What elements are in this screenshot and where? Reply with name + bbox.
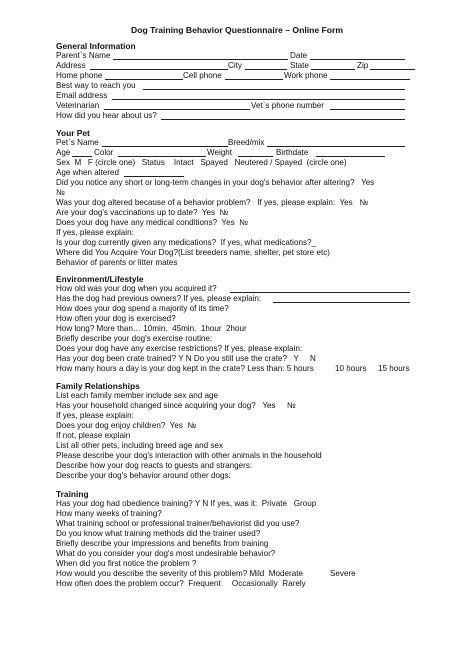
address-label: Address [56,61,86,70]
old-question: How old was your dog when you acquired it? [56,284,217,293]
email-label: Email address [56,91,108,100]
birthdate-field[interactable] [316,156,385,157]
interaction-question: Please describe your dog's interaction with other animals in the household [56,451,322,460]
breed-field[interactable] [267,146,405,147]
work-phone-field[interactable] [330,79,410,80]
acquire-question: Where did You Acquire Your Dog?(List breeders name, shelter, pet store etc) [56,248,330,257]
state-label: State [290,61,309,70]
severity-question: How would you describe the severity of this problem? Mild Moderate [56,569,303,578]
city-field[interactable] [245,69,287,70]
section-general-heading: General Information [56,41,136,51]
weight-label: Weight [207,148,233,157]
option-10-hours: 10 hours [335,364,367,373]
how-often-question: How often does the problem occur? Frequent Occasionally Rarely [56,579,306,588]
cell-phone-field[interactable] [225,79,283,80]
weight-field[interactable] [238,156,273,157]
restrictions-question: Does your dog have any exercise restrictions? If yes, please explain: [56,344,303,353]
home-phone-label: Home phone [56,71,103,80]
age-altered-field[interactable] [124,176,184,177]
list-pets-question: List all other pets, including breed age and sex [56,441,223,450]
color-label: Color [94,148,114,157]
hours-crate-question: How many hours a day is your dog kept in the crate? Less than: 5 hours [56,364,314,373]
parents-name-label: Parent`s Name [56,51,111,60]
school-question: What training school or professional trainer/behaviorist did you use? [56,519,300,528]
home-phone-field[interactable] [105,79,183,80]
list-members-question: List each family member include sex and age [56,391,218,400]
veterinarian-label: Veterinarian [56,101,100,110]
behavior-parents-question: Behavior of parents or litter mates [56,258,178,267]
option-severe: Severe [330,569,356,578]
describe-exercise-question: Briefly describe your dog's exercise routine: [56,334,213,343]
section-environment-heading: Environment/Lifestyle [56,274,144,284]
pets-name-field[interactable] [102,146,228,147]
date-field[interactable] [310,59,405,60]
obedience-question: Has your dog had obedience training? Y N If yes, was it: Private Group [56,499,317,508]
heard-about-label: How did you hear about us? [56,111,157,120]
vet-phone-label: Vet`s phone number [251,101,324,110]
state-field[interactable] [311,69,355,70]
undesirable-question: What do you consider your dog's most undesirable behavior? [56,549,276,558]
vaccinations-question: Are your dog's vaccinations up to date? Yes № [56,208,229,217]
majority-question: How does your dog spend a majority of its time? [56,304,229,313]
section-training-heading: Training [56,489,89,499]
vet-phone-field[interactable] [330,109,405,110]
enjoy-children-question: Does your dog enjoy children? Yes № [56,421,197,430]
exercised-question: How often your dog is exercised? [56,314,176,323]
old-field[interactable] [230,292,410,293]
methods-question: Do you know what training methods did the trainer used? [56,529,261,538]
weeks-question: How many weeks of training? [56,509,162,518]
birthdate-label: Birthdate [276,148,309,157]
age-label: Age [56,148,71,157]
how-long-question: How long? More than… 10min. 45min. 1hour 2hour [56,324,247,333]
pets-name-label: Pet`s Name [56,138,99,147]
section-family-heading: Family Relationships [56,381,140,391]
email-field[interactable] [112,99,405,100]
work-phone-label: Work phone [284,71,328,80]
date-label: Date [290,51,308,60]
form-title: Dog Training Behavior Questionnaire – Online Form [130,25,343,35]
section-pet-heading: Your Pet [56,128,90,138]
guests-question: Describe how your dog reacts to guests and strangers: [56,461,253,470]
first-notice-question: When did you first notice the problem ? [56,559,197,568]
household-changed-question: Has your household changed since acquiring your dog? Yes № [56,401,296,410]
previous-owners-field[interactable] [273,302,410,303]
medical-if-yes-label: If yes, please explain: [56,228,134,237]
city-label: City [228,61,242,70]
breed-label: Breed/mix [228,138,265,147]
changes-question: Did you notice any short or long-term changes in your dog's behavior after altering? Yes [56,178,375,187]
behavior-around-dogs-question: Describe your dog's behavior around other dogs: [56,471,231,480]
zip-label: Zip [357,61,369,70]
impressions-question: Briefly describe your impressions and benefits from training [56,539,269,548]
heard-about-field[interactable] [161,119,405,120]
parents-name-field[interactable] [113,59,288,60]
children-if-not-label: If not, please explain [56,431,131,440]
changes-no-option: № [56,188,65,197]
household-if-yes-label: If yes, please explain: [56,411,134,420]
cell-phone-label: Cell phone [183,71,222,80]
address-field[interactable] [90,69,228,70]
age-altered-label: Age when altered [56,168,119,177]
altered-because-question: Was your dog altered because of a behavior problem? If yes, please explain: Yes № [56,198,369,207]
crate-trained-question: Has your dog been crate trained? Y N Do you still use the crate? Y N [56,354,316,363]
medications-question: Is your dog currently given any medications? If yes, what medications?_ [56,238,317,247]
best-way-label: Best way to reach you [56,81,136,90]
color-field[interactable] [118,156,206,157]
medical-question: Does your dog have any medical conditions? Yes № [56,218,248,227]
best-way-field[interactable] [143,89,405,90]
sex-status-line: Sex M F (circle one) Status Intact Spayed Neutered / Spayed (circle one) [56,158,347,167]
zip-field[interactable] [370,69,415,70]
previous-owners-question: Has the dog had previous owners? If yes, please explain: [56,294,262,303]
veterinarian-field[interactable] [104,109,250,110]
option-15-hours: 15 hours [378,364,410,373]
age-field[interactable] [72,156,92,157]
